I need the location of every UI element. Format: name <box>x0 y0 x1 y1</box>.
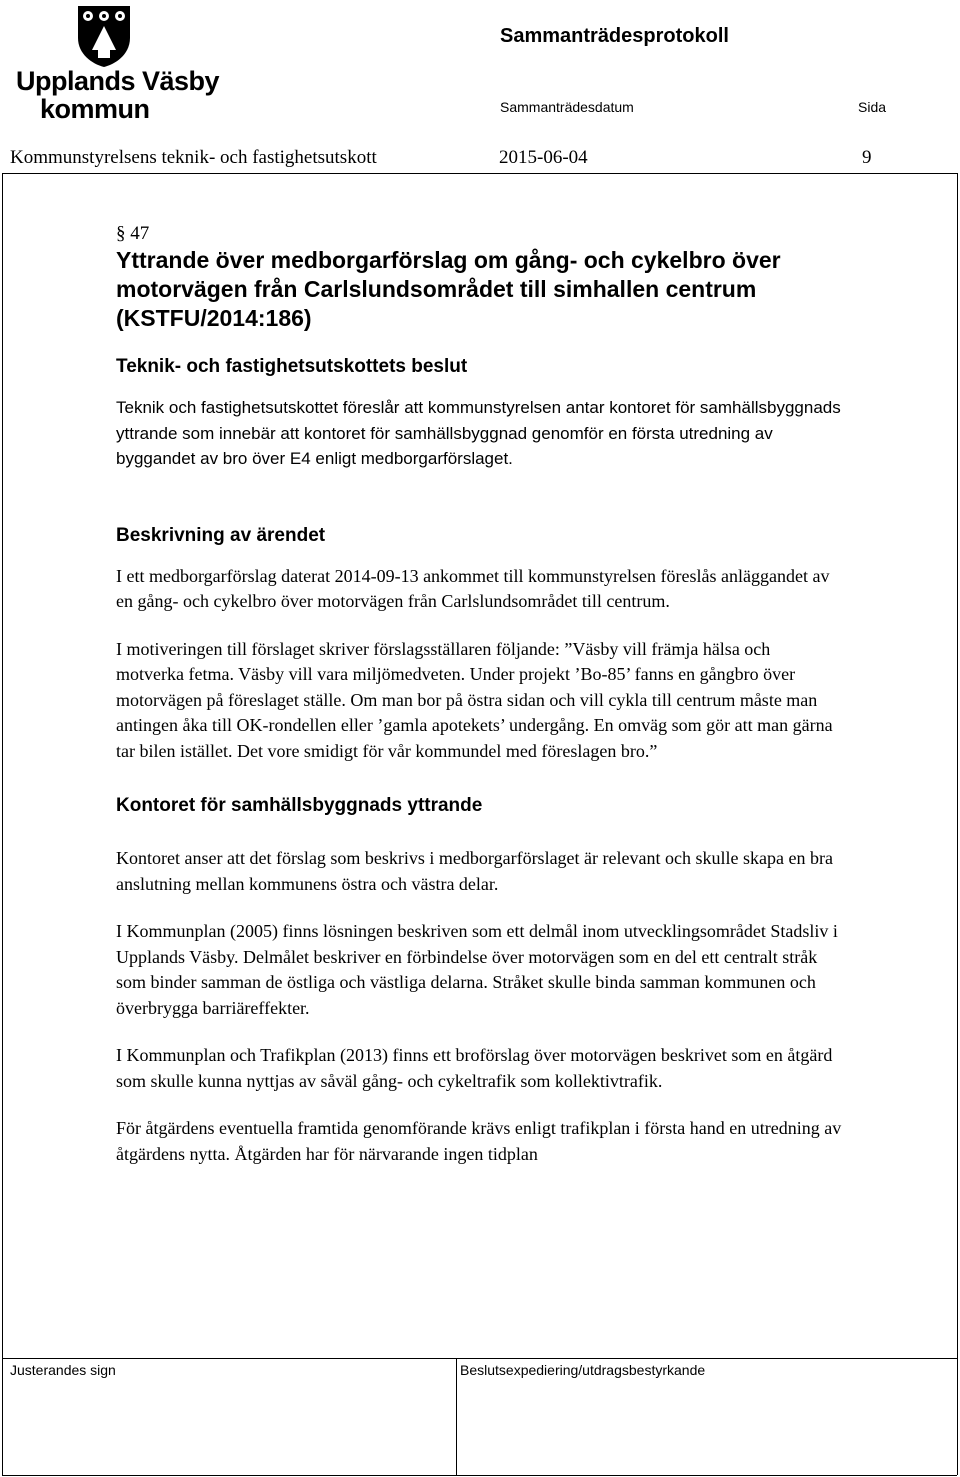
header-divider <box>2 173 957 174</box>
footer-column-divider <box>456 1358 457 1475</box>
extract-certification-label: Beslutsexpediering/utdragsbestyrkande <box>460 1362 706 1378</box>
office-statement-heading: Kontoret för samhällsbyggnads yttrande <box>116 795 483 816</box>
page-number: 9 <box>862 147 872 168</box>
coat-of-arms-icon <box>76 4 132 68</box>
document-body <box>116 222 842 1189</box>
municipality-logo <box>8 2 220 124</box>
meeting-date: 2015-06-04 <box>499 147 588 168</box>
committee-name: Kommunstyrelsens teknik- och fastighetsutskott <box>10 147 377 168</box>
paragraph-number: § 47 <box>116 223 150 244</box>
description-paragraph: I motiveringen till förslaget skriver förslagsställaren följande: ”Väsby vill främja hälsa och motverka fetma. Väsby vill vara miljömedveten. Under projekt ’Bo-85’ fanns en gångbro över motorvägen på föreslaget ställe. Om man bor på östra sidan och vill cykla till centrum måste man antingen åka till OK-rondellen eller ’gamla apotekets’ undergång. En omväg som gör att man gärna tar bilen istället. Det vore smidigt för vår kommundel med föreslagen bro.” <box>116 638 833 761</box>
description-heading: Beskrivning av ärendet <box>116 524 326 546</box>
decision-text: Teknik och fastighetsutskottet föreslår att kommunstyrelsen antar kontoret för samhällsbyggnads yttrande som innebär att kontoret för samhällsbyggnad genomför en första utredning av byggandet av bro över E4 enligt medborgarförslaget. <box>116 398 841 468</box>
office-paragraph: Kontoret anser att det förslag som beskrivs i medborgarförslaget är relevant och skulle skapa en bra anslutning mellan kommunens östra och västra delar. <box>116 848 833 894</box>
item-title: Yttrande över medborgarförslag om gång- och cykelbro över motorvägen från Carlslundsområdet till simhallen centrum (KSTFU/2014:186) <box>116 247 781 331</box>
office-paragraph: För åtgärdens eventuella framtida genomförande krävs enligt trafikplan i första hand en utredning av åtgärdens nytta. Åtgärden har för närvarande ingen tidplan <box>116 1118 842 1164</box>
frame-bottom-border <box>2 1475 957 1476</box>
logo-name-line2: kommun <box>40 94 150 124</box>
footer-divider <box>2 1358 957 1359</box>
frame-left-border <box>2 173 3 1475</box>
office-paragraph: I Kommunplan (2005) finns lösningen beskriven som ett delmål inom utvecklingsområdet Stadsliv i Upplands Väsby. Delmålet beskriver en förbindelse över motorvägen som en del ett centralt stråk som binder samman de östliga och västliga delarna. Stråket skulle binda samman kommunen och överbrygga barriäreffekter. <box>116 921 838 1018</box>
logo-name-line1: Upplands Väsby <box>16 66 220 96</box>
page-label: Sida <box>858 99 887 115</box>
document-type: Sammanträdesprotokoll <box>500 25 729 47</box>
meeting-date-label: Sammanträdesdatum <box>500 99 634 115</box>
frame-right-border <box>957 173 958 1475</box>
adjuster-signature-label: Justerandes sign <box>10 1362 116 1378</box>
description-paragraph: I ett medborgarförslag daterat 2014-09-13 ankommet till kommunstyrelsen föreslås anläggandet av en gång- och cykelbro över motorvägen från Carlslundsområdet till centrum. <box>116 565 830 611</box>
decision-heading: Teknik- och fastighetsutskottets beslut <box>116 356 468 377</box>
office-paragraph: I Kommunplan och Trafikplan (2013) finns ett broförslag över motorvägen beskrivet som en åtgärd som skulle kunna nyttjas av såväl gång- och cykeltrafik som kollektivtrafik. <box>116 1045 833 1091</box>
